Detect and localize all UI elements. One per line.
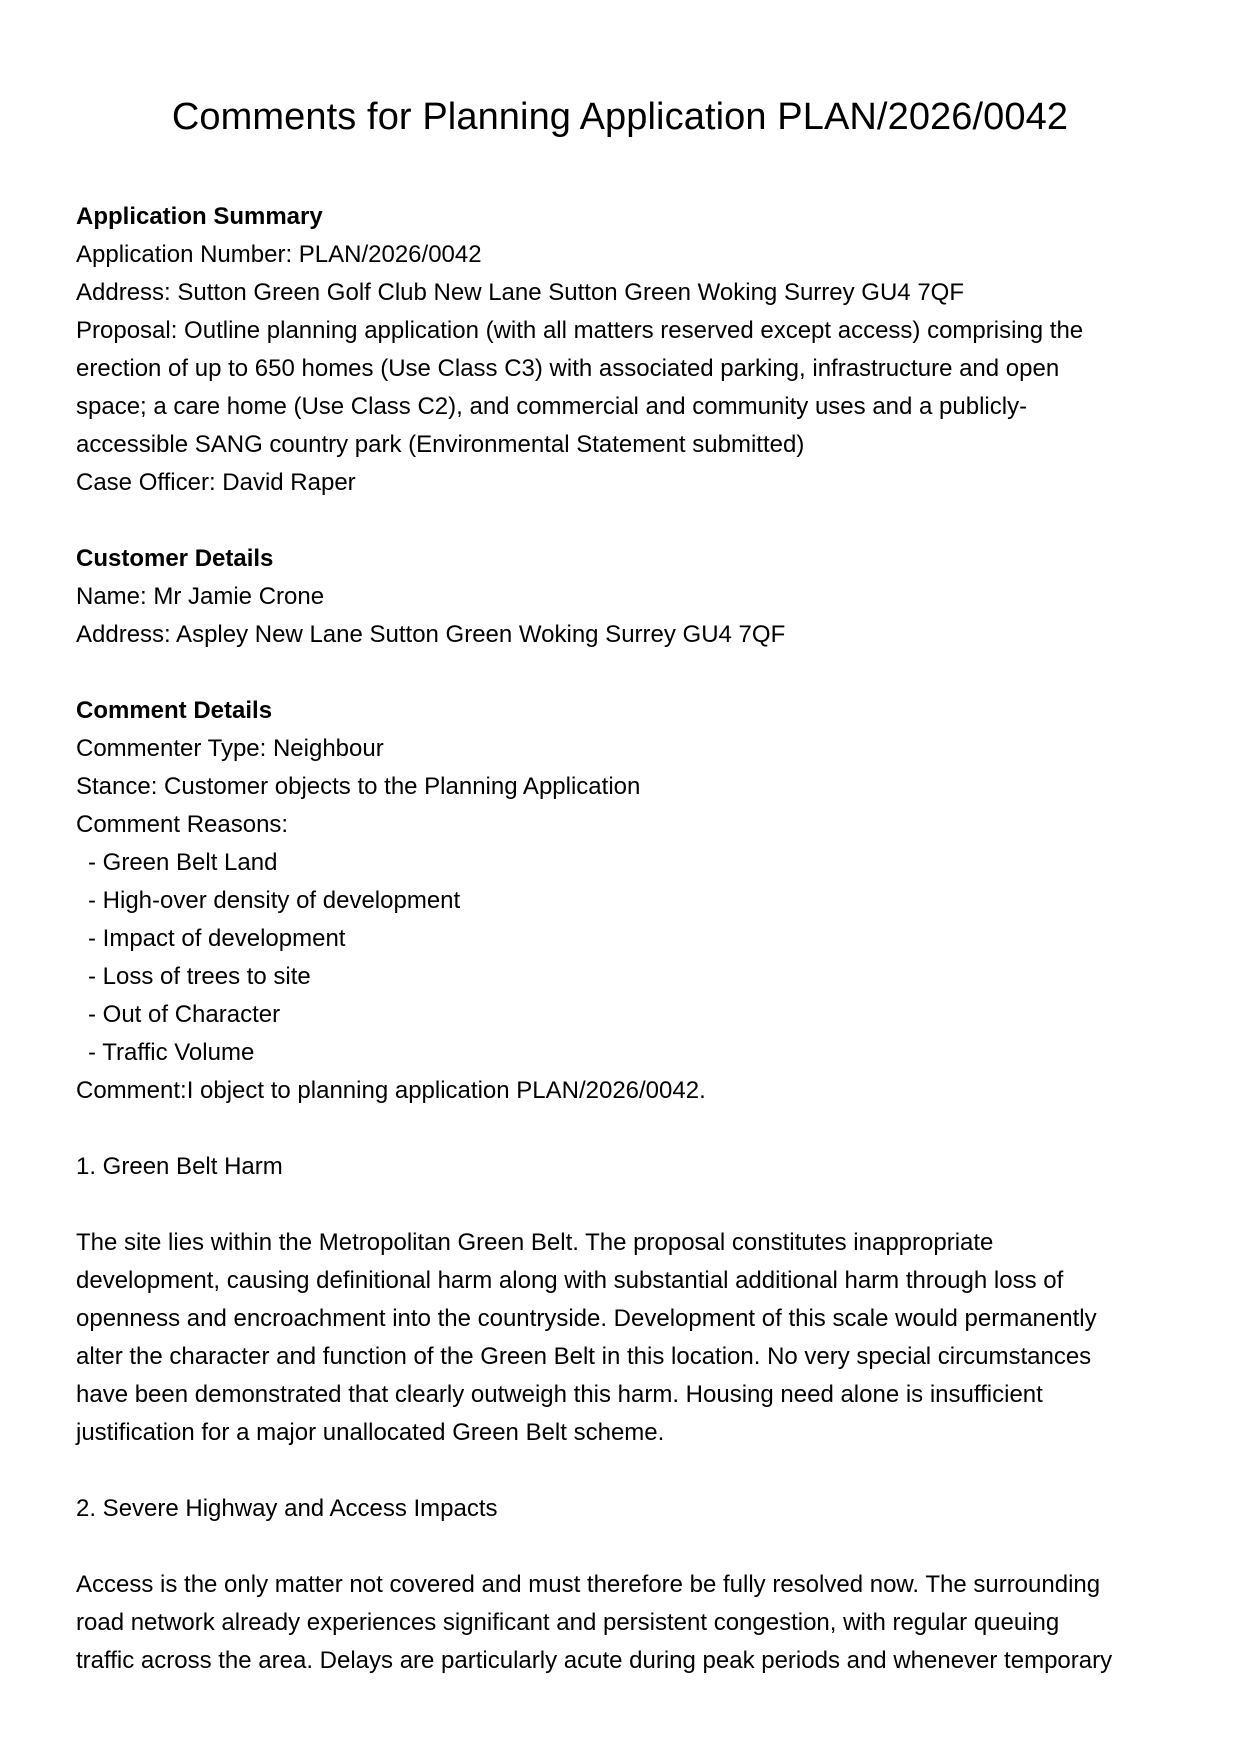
case-officer: Case Officer: David Raper bbox=[76, 469, 356, 496]
paragraph-green-belt bbox=[76, 1224, 1176, 1452]
paragraph-line: justification for a major unallocated Green Belt scheme. bbox=[76, 1419, 665, 1446]
spacer bbox=[76, 1528, 1176, 1566]
spacer bbox=[76, 1110, 1176, 1148]
paragraph-line: traffic across the area. Delays are particularly acute during peak periods and whenever temporary bbox=[76, 1647, 1113, 1674]
proposal-line: erection of up to 650 homes (Use Class C3) with associated parking, infrastructure and open bbox=[76, 355, 1060, 382]
spacer bbox=[76, 1452, 1176, 1490]
stance: Stance: Customer objects to the Planning Application bbox=[76, 773, 641, 800]
comment-reason-item: - Impact of development bbox=[88, 925, 346, 952]
paragraph-highway bbox=[76, 1566, 1176, 1680]
proposal-line: space; a care home (Use Class C2), and commercial and community uses and a publicly- bbox=[76, 393, 1028, 420]
comment-reason-item: - Traffic Volume bbox=[88, 1039, 255, 1066]
proposal-line: accessible SANG country park (Environmental Statement submitted) bbox=[76, 431, 805, 458]
commenter-type: Commenter Type: Neighbour bbox=[76, 735, 384, 762]
paragraph-line: The site lies within the Metropolitan Green Belt. The proposal constitutes inappropriate bbox=[76, 1229, 994, 1256]
paragraph-line: alter the character and function of the Green Belt in this location. No very special circumstances bbox=[76, 1343, 1092, 1370]
spacer bbox=[76, 654, 1176, 692]
paragraph-line: have been demonstrated that clearly outweigh this harm. Housing need alone is insufficient bbox=[76, 1381, 1043, 1408]
comment-intro: Comment:I object to planning application PLAN/2026/0042. bbox=[76, 1077, 706, 1104]
comment-reason-item: - Out of Character bbox=[88, 1001, 281, 1028]
spacer bbox=[76, 1186, 1176, 1224]
paragraph-line: road network already experiences significant and persistent congestion, with regular queuing bbox=[76, 1609, 1060, 1636]
spacer bbox=[76, 502, 1176, 540]
section-heading-highway: 2. Severe Highway and Access Impacts bbox=[76, 1495, 498, 1522]
application-summary-heading: Application Summary bbox=[76, 203, 323, 230]
comment-reason-item: - Green Belt Land bbox=[88, 849, 278, 876]
application-summary-section bbox=[76, 198, 1176, 502]
comment-reasons-label: Comment Reasons: bbox=[76, 811, 289, 838]
document-body bbox=[76, 198, 1176, 1680]
proposal-line: Proposal: Outline planning application (with all matters reserved except access) comprising the bbox=[76, 317, 1084, 344]
application-address: Address: Sutton Green Golf Club New Lane Sutton Green Woking Surrey GU4 7QF bbox=[76, 279, 964, 306]
comment-reason-item: - High-over density of development bbox=[88, 887, 461, 914]
comment-reason-item: - Loss of trees to site bbox=[88, 963, 311, 990]
comment-details-heading: Comment Details bbox=[76, 697, 273, 724]
comment-details-section bbox=[76, 692, 1176, 1680]
customer-address: Address: Aspley New Lane Sutton Green Woking Surrey GU4 7QF bbox=[76, 621, 786, 648]
section-heading-green-belt: 1. Green Belt Harm bbox=[76, 1153, 283, 1180]
page-title: Comments for Planning Application PLAN/2026/0042 bbox=[171, 96, 1069, 138]
application-number: Application Number: PLAN/2026/0042 bbox=[76, 241, 482, 268]
customer-details-section bbox=[76, 540, 1176, 654]
paragraph-line: Access is the only matter not covered and must therefore be fully resolved now. The surrounding bbox=[76, 1571, 1101, 1598]
paragraph-line: development, causing definitional harm along with substantial additional harm through loss of bbox=[76, 1267, 1064, 1294]
paragraph-line: openness and encroachment into the countryside. Development of this scale would permanently bbox=[76, 1305, 1097, 1332]
customer-name: Name: Mr Jamie Crone bbox=[76, 583, 325, 610]
customer-details-heading: Customer Details bbox=[76, 545, 274, 572]
